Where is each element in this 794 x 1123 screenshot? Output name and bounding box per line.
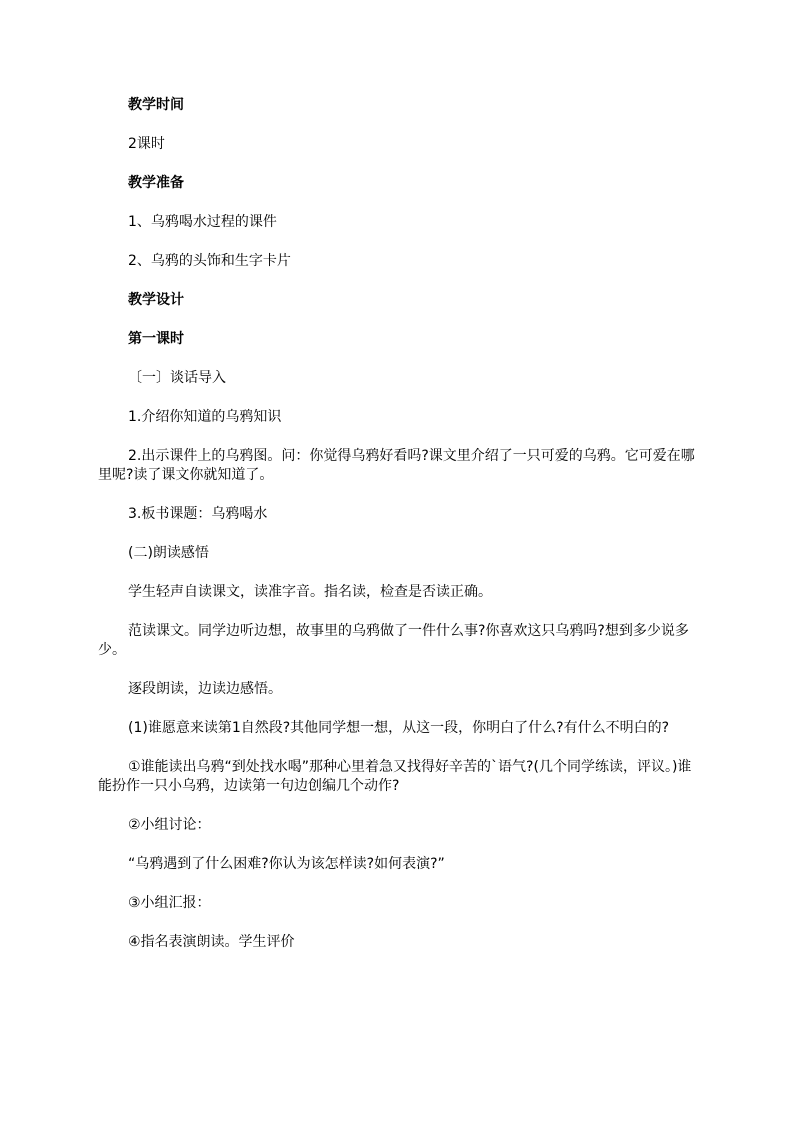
paragraph-group-question: “乌鸦遇到了什么困难?你认为该怎样读?如何表演?” xyxy=(128,856,445,872)
paragraph-model-reading: 范读课文。同学边听边想，故事里的乌鸦做了一件什么事?你喜欢这只乌鸦吗?想到多少说多少。 xyxy=(98,623,689,658)
paragraph-circle-1: ①谁能读出乌鸦“到处找水喝”那种心里着急又找得好辛苦的`语气?(几个同学练读，评议。)谁能扮作一只小乌鸦，边读第一句边创编几个动作? xyxy=(98,759,692,794)
paragraph-prep-item-1: 1、乌鸦喝水过程的课件 xyxy=(128,214,277,230)
paragraph-prep-item-2: 2、乌鸦的头饰和生字卡片 xyxy=(128,253,291,269)
heading-first-lesson: 第一课时 xyxy=(128,331,184,347)
paragraph-self-reading: 学生轻声自读课文，读准字音。指名读，检查是否读正确。 xyxy=(128,584,492,600)
paragraph-class-hours: 2课时 xyxy=(128,136,165,152)
paragraph-circle-3: ③小组汇报： xyxy=(128,895,211,911)
paragraph-circle-2: ②小组讨论： xyxy=(128,817,211,833)
heading-teaching-time: 教学时间 xyxy=(128,97,184,113)
document-body xyxy=(98,96,698,972)
paragraph-step-1: 1.介绍你知道的乌鸦知识 xyxy=(128,409,282,425)
paragraph-question-1: (1)谁愿意来读第1自然段?其他同学想一想，从这一段，你明白了什么?有什么不明白的? xyxy=(128,720,670,736)
paragraph-step-2: 2.出示课件上的乌鸦图。问：你觉得乌鸦好看吗?课文里介绍了一只可爱的乌鸦。它可爱在哪里呢?读了课文你就知道了。 xyxy=(98,448,695,483)
paragraph-step-3: 3.板书课题：乌鸦喝水 xyxy=(128,506,268,522)
heading-teaching-design: 教学设计 xyxy=(128,292,184,308)
paragraph-part-one: 〔一〕谈话导入 xyxy=(128,370,226,386)
heading-teaching-preparation: 教学准备 xyxy=(128,175,184,191)
paragraph-circle-4: ④指名表演朗读。学生评价 xyxy=(128,934,295,950)
paragraph-section-reading: 逐段朗读，边读边感悟。 xyxy=(128,681,282,697)
paragraph-part-two: (二)朗读感悟 xyxy=(128,545,209,561)
